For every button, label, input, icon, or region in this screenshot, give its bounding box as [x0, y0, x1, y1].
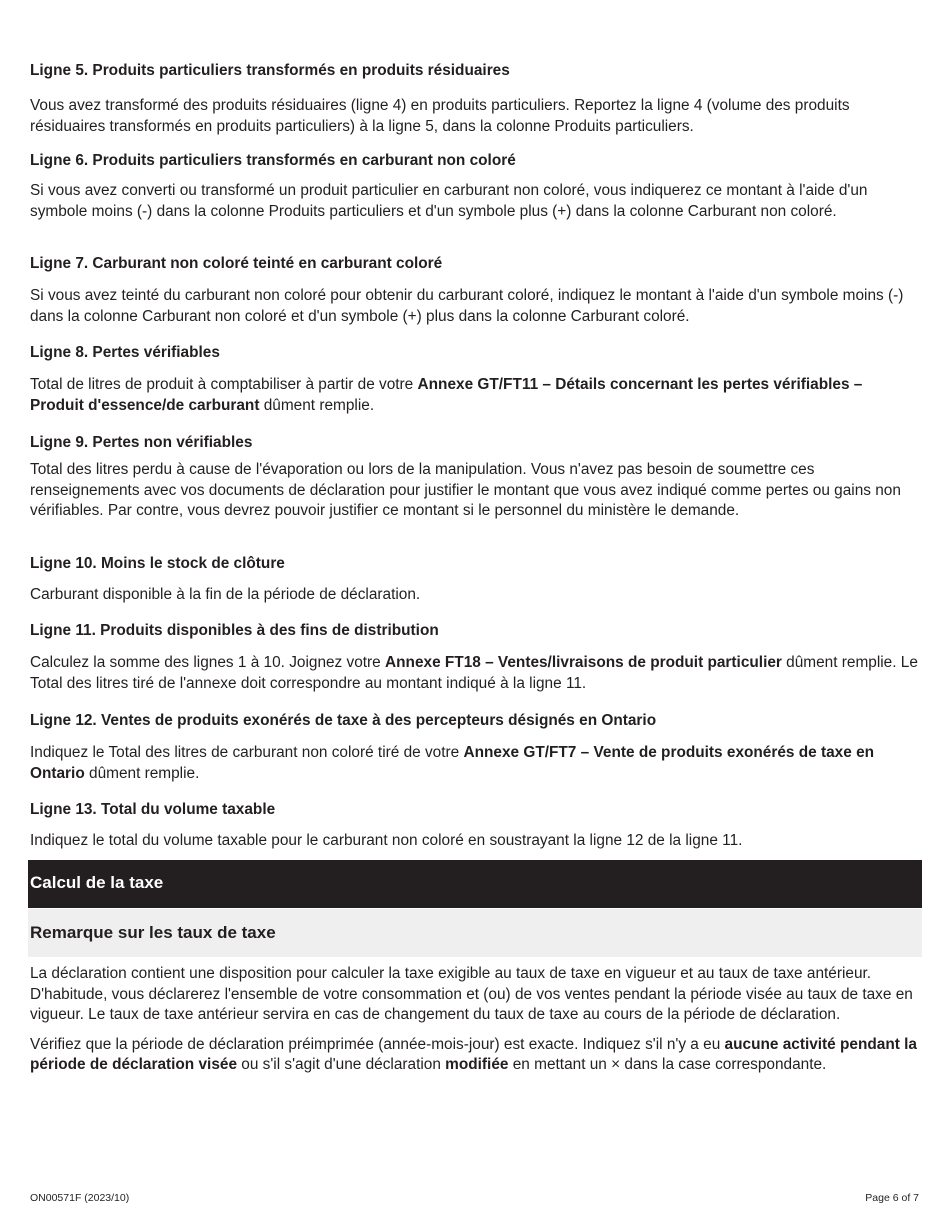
line-13-heading: Ligne 13. Total du volume taxable: [30, 801, 276, 818]
bold-text-segment: modifiée: [445, 1056, 509, 1073]
tax-note-body: [30, 964, 920, 1076]
line-6-text: [30, 181, 920, 222]
text-segment: Vérifiez que la période de déclaration préimprimée (année-mois-jour) est exacte. Indiquez s'il n'y a eu: [30, 1035, 725, 1053]
line-10-heading: Ligne 10. Moins le stock de clôture: [30, 555, 285, 572]
text-segment: Vous avez transformé des produits résiduaires (ligne 4) en produits particuliers. Reportez la ligne 4 (volume des produits résiduaires transformés en produits particuliers) à la ligne 5, dans la colonne Produits particuliers.: [30, 97, 850, 135]
text-segment: Total des litres perdu à cause de l'évaporation ou lors de la manipulation. Vous n'avez pas besoin de soumettre ces renseignements avec vos documents de déclaration pour justifier le montant que vous avez indiqué comme pertes ou gains non vérifiables. Par contre, vous devrez pouvoir justifier ce montant si le personnel du ministère le demande.: [30, 461, 901, 519]
line-12-section: [30, 712, 920, 784]
bold-text-segment: aucune activité pendant la période de déclaration visée: [30, 1035, 917, 1073]
line-6-section: [30, 152, 920, 222]
line-12-text: [30, 743, 920, 784]
line-9-section: [30, 434, 920, 522]
line-7-section: [30, 255, 920, 327]
line-11-section: [30, 622, 920, 694]
line-7-text: [30, 286, 920, 327]
text-segment: Carburant disponible à la fin de la période de déclaration.: [30, 586, 421, 603]
line-12-heading: Ligne 12. Ventes de produits exonérés de taxe à des percepteurs désignés en Ontario: [30, 712, 657, 729]
bold-text-segment: Annexe FT18 – Ventes/livraisons de produit particulier: [385, 654, 782, 671]
tax-note-paragraph-2: [30, 1035, 920, 1076]
line-8-section: [30, 344, 920, 416]
text-segment: Calculez la somme des lignes 1 à 10. Joignez votre: [30, 654, 386, 671]
line-8-heading: Ligne 8. Pertes vérifiables: [30, 344, 220, 361]
page-number: Page 6 of 7: [865, 1192, 919, 1204]
text-segment: La déclaration contient une disposition pour calculer la taxe exigible au taux de taxe en vigueur et au taux de taxe antérieur. D'habitude, vous déclarerez l'ensemble de votre consommation et (ou) de vos ventes pendant la période visée au taux de taxe en vigueur. Le taux de taxe antérieur servira en cas de changement du taux de taxe au cours de la période de déclaration.: [30, 965, 913, 1023]
line-5-text: [30, 96, 920, 137]
text-segment: Si vous avez teinté du carburant non coloré pour obtenir du carburant coloré, indiquez le montant à l'aide d'un symbole moins (-) dans la colonne Carburant non coloré et d'un symbole (+) plus dans la colonne Carburant coloré.: [30, 287, 904, 325]
line-5-section: [30, 62, 920, 137]
tax-note-paragraph-1: [30, 964, 920, 1026]
line-8-text: [30, 375, 920, 416]
text-segment: dûment remplie. Le Total des litres tiré de l'annexe doit correspondre au montant indiqué à la ligne 11.: [30, 654, 918, 692]
line-13-text: [30, 831, 920, 852]
bold-text-segment: Annexe GT/FT11 – Détails concernant les pertes vérifiables – Produit d'essence/de carburant: [30, 376, 863, 414]
text-segment: en mettant un × dans la case correspondante.: [508, 1056, 827, 1073]
line-9-text: [30, 460, 920, 522]
text-segment: Indiquez le Total des litres de carburant non coloré tiré de votre: [30, 744, 464, 761]
text-segment: dûment remplie.: [259, 396, 375, 414]
line-7-heading: Ligne 7. Carburant non coloré teinté en carburant coloré: [30, 255, 443, 272]
line-5-heading: Ligne 5. Produits particuliers transformés en produits résiduaires: [30, 62, 510, 79]
line-11-text: [30, 653, 920, 694]
line-10-text: [30, 585, 920, 606]
text-segment: ou s'il s'agit d'une déclaration: [237, 1056, 446, 1073]
line-13-section: [30, 801, 920, 852]
bold-text-segment: Annexe GT/FT7 – Vente de produits exonérés de taxe en Ontario: [30, 744, 875, 782]
text-segment: dûment remplie.: [84, 764, 200, 782]
text-segment: Si vous avez converti ou transformé un produit particulier en carburant non coloré, vous indiquerez ce montant à l'aide d'un symbole moins (-) dans la colonne Produits particuliers et d'un symbole plus (+) dans la colonne Carburant non coloré.: [30, 182, 868, 220]
line-10-section: [30, 555, 920, 606]
line-9-heading: Ligne 9. Pertes non vérifiables: [30, 434, 253, 451]
text-segment: Total de litres de produit à comptabiliser à partir de votre: [30, 376, 418, 393]
line-11-heading: Ligne 11. Produits disponibles à des fins de distribution: [30, 622, 439, 639]
form-code: ON00571F (2023/10): [30, 1192, 130, 1204]
line-6-heading: Ligne 6. Produits particuliers transformés en carburant non coloré: [30, 152, 516, 169]
tax-calculation-header: Calcul de la taxe: [28, 860, 922, 908]
text-segment: Indiquez le total du volume taxable pour le carburant non coloré en soustrayant la ligne 12 de la ligne 11.: [30, 832, 743, 849]
tax-rate-note-subheader: Remarque sur les taux de taxe: [28, 909, 922, 957]
